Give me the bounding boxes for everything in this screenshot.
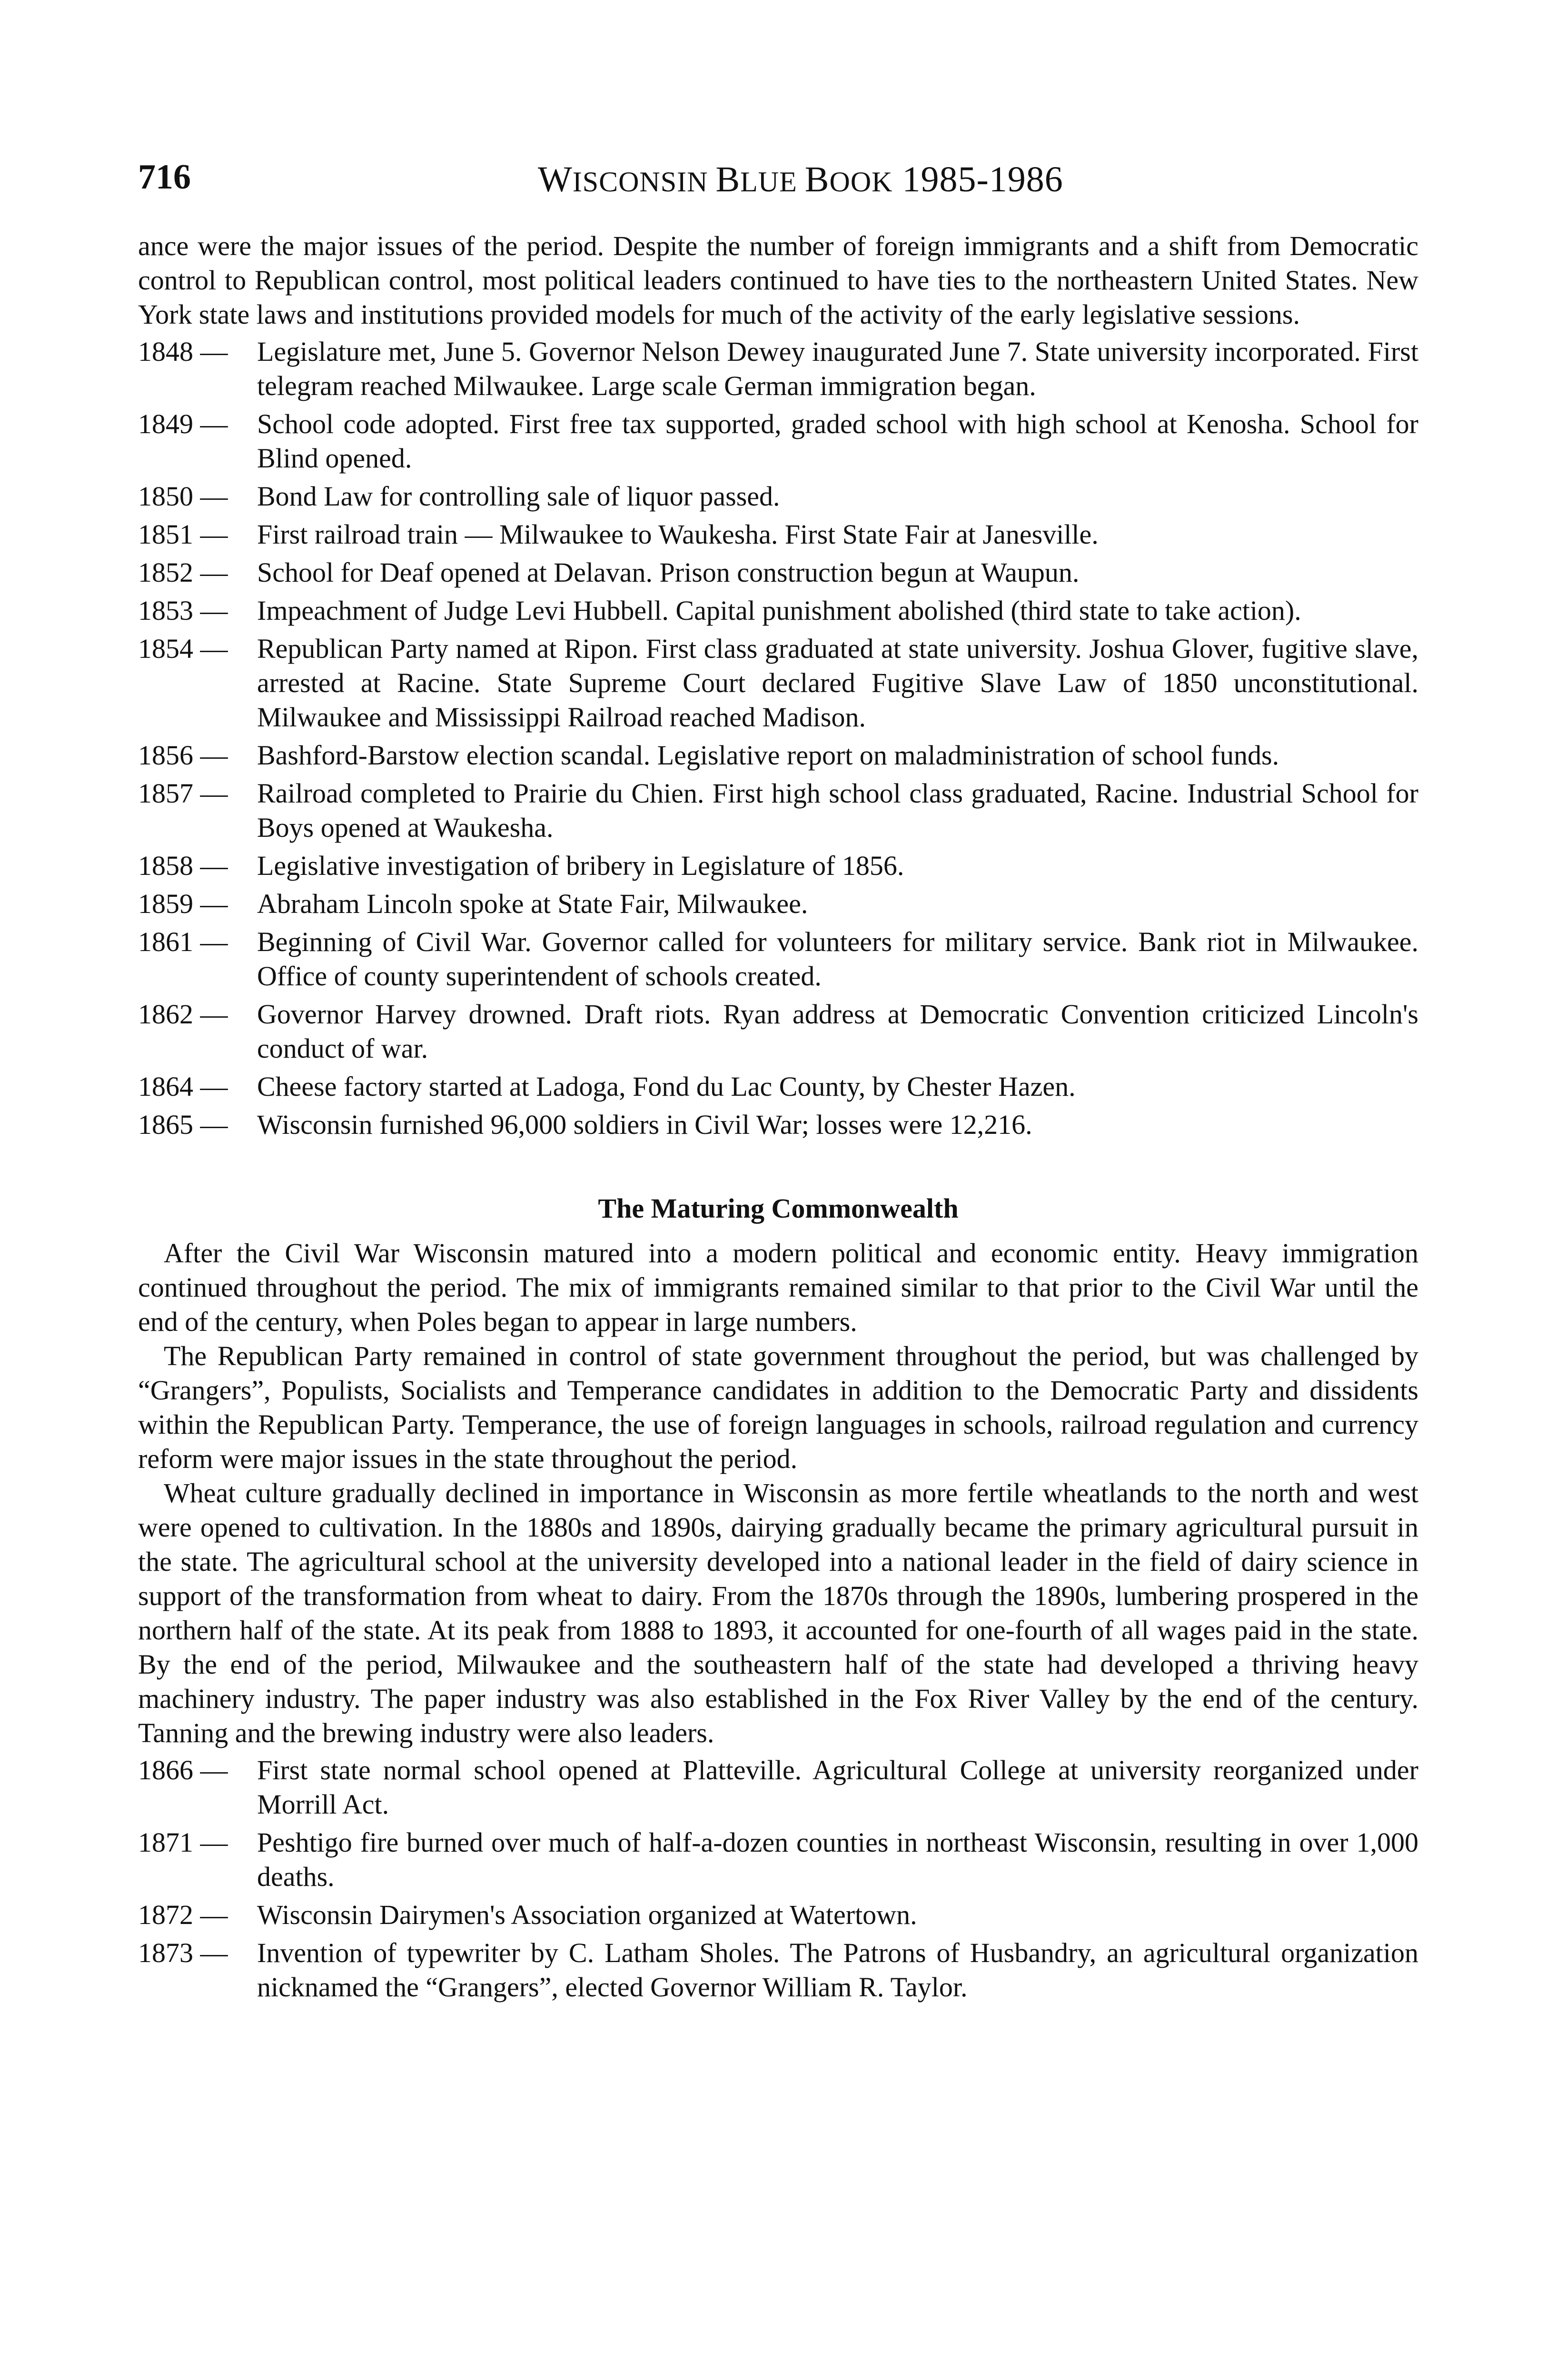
- timeline-year: 1853 —: [138, 595, 228, 626]
- timeline-year: 1851 —: [138, 519, 228, 550]
- timeline-text: Peshtigo fire burned over much of half-a-dozen counties in northeast Wisconsin, resulting in over 1,000 deaths.: [257, 1827, 1418, 1892]
- timeline-year: 1848 —: [138, 336, 228, 367]
- timeline-text: Wisconsin Dairymen's Association organized at Watertown.: [257, 1899, 917, 1930]
- section-paragraph: Wheat culture gradually declined in importance in Wisconsin as more fertile wheatlands to the north and west were opened to cultivation. In the 1880s and 1890s, dairying gradually became the primary agricultural pursuit in the state. The agricultural school at the university developed into a national leader in the field of dairy science in support of the transformation from wheat to dairy. From the 1870s through the 1890s, lumbering prospered in the northern half of the state. At its peak from 1888 to 1893, it accounted for one-fourth of all wages paid in the state. By the end of the period, Milwaukee and the southeastern half of the state had developed a thriving heavy machinery industry. The paper industry was also established in the Fox River Valley by the end of the century. Tanning and the brewing industry were also leaders.: [138, 1478, 1418, 1748]
- timeline-year: 1865 —: [138, 1109, 228, 1140]
- timeline-year: 1850 —: [138, 481, 228, 512]
- timeline-year: 1871 —: [138, 1827, 228, 1858]
- timeline-entry: [138, 738, 1418, 773]
- timeline-entry: [138, 1898, 1418, 1932]
- timeline-entry: [138, 632, 1418, 734]
- timeline-1866-1873: [138, 1753, 1418, 2004]
- timeline-entry: [138, 997, 1418, 1066]
- timeline-entry: [138, 594, 1418, 628]
- timeline-entry: [138, 517, 1418, 552]
- timeline-year: 1854 —: [138, 633, 228, 664]
- book-title-part: OOK: [829, 166, 893, 198]
- timeline-entry: [138, 849, 1418, 883]
- timeline-text: Governor Harvey drowned. Draft riots. Ryan address at Democratic Convention criticized Lincoln's conduct of war.: [257, 999, 1418, 1064]
- timeline-text: School for Deaf opened at Delavan. Prison construction begun at Waupun.: [257, 557, 1080, 588]
- timeline-text: Wisconsin furnished 96,000 soldiers in Civil War; losses were 12,216.: [257, 1109, 1032, 1140]
- timeline-year: 1856 —: [138, 740, 228, 771]
- timeline-year: 1864 —: [138, 1071, 228, 1102]
- body-text: [138, 229, 1418, 2004]
- timeline-year: 1859 —: [138, 888, 228, 919]
- section-heading: The Maturing Commonwealth: [598, 1193, 959, 1224]
- timeline-year: 1857 —: [138, 778, 228, 809]
- timeline-year: 1858 —: [138, 850, 228, 881]
- book-title-part: ISCONSIN: [572, 166, 716, 198]
- timeline-entry: [138, 887, 1418, 921]
- timeline-year: 1862 —: [138, 999, 228, 1030]
- timeline-text: Beginning of Civil War. Governor called for volunteers for military service. Bank riot in Milwaukee. Office of county superintendent of schools created.: [257, 926, 1418, 992]
- intro-paragraph: ance were the major issues of the period. Despite the number of foreign immigrants and a shift from Democratic control to Republican control, most political leaders continued to have ties to the northeastern United States. New York state laws and institutions provided models for much of the activity of the early legislative sessions.: [138, 230, 1418, 330]
- timeline-text: Legislature met, June 5. Governor Nelson Dewey inaugurated June 7. State university incorporated. First telegram reached Milwaukee. Large scale German immigration began.: [257, 336, 1418, 401]
- timeline-year: 1849 —: [138, 408, 228, 439]
- timeline-year: 1861 —: [138, 926, 228, 957]
- document-page: [138, 159, 1418, 2008]
- timeline-text: Legislative investigation of bribery in Legislature of 1856.: [257, 850, 904, 881]
- timeline-entry: [138, 1108, 1418, 1142]
- timeline-entry: [138, 1070, 1418, 1104]
- timeline-text: Invention of typewriter by C. Latham Sholes. The Patrons of Husbandry, an agricultural organization nicknamed the “Grangers”, elected Governor William R. Taylor.: [257, 1937, 1418, 2003]
- timeline-entry: [138, 1936, 1418, 2004]
- timeline-entry: [138, 479, 1418, 514]
- timeline-entry: [138, 407, 1418, 476]
- timeline-text: Bond Law for controlling sale of liquor passed.: [257, 481, 780, 512]
- timeline-entry: [138, 555, 1418, 590]
- timeline-text: School code adopted. First free tax supported, graded school with high school at Kenosha. School for Blind opened.: [257, 408, 1418, 474]
- timeline-text: Bashford-Barstow election scandal. Legislative report on maladministration of school funds.: [257, 740, 1279, 771]
- timeline-text: Impeachment of Judge Levi Hubbell. Capital punishment abolished (third state to take action).: [257, 595, 1301, 626]
- timeline-1848-1865: [138, 335, 1418, 1142]
- timeline-year: 1873 —: [138, 1937, 228, 1968]
- timeline-text: First state normal school opened at Platteville. Agricultural College at university reorganized under Morrill Act.: [257, 1755, 1418, 1820]
- timeline-text: Railroad completed to Prairie du Chien. First high school class graduated, Racine. Industrial School for Boys opened at Waukesha.: [257, 778, 1418, 843]
- timeline-text: Republican Party named at Ripon. First class graduated at state university. Joshua Glover, fugitive slave, arrested at Racine. State Supreme Court declared Fugitive Slave Law of 1850 unconstitutional. Milwaukee and Mississippi Railroad reached Madison.: [257, 633, 1418, 733]
- section-paragraph: The Republican Party remained in control of state government throughout the period, but was challenged by “Grangers”, Populists, Socialists and Temperance candidates in addition to the Democratic Party and dissidents within the Republican Party. Temperance, the use of foreign languages in schools, railroad regulation and currency reform were major issues in the state throughout the period.: [138, 1340, 1418, 1474]
- book-title-part: W: [538, 159, 573, 199]
- book-title: [538, 161, 1063, 198]
- section-paragraph: After the Civil War Wisconsin matured into a modern political and economic entity. Heavy immigration continued throughout the period. The mix of immigrants remained similar to that prior to the Civil War until the end of the century, when Poles began to appear in large numbers.: [138, 1238, 1418, 1337]
- timeline-year: 1852 —: [138, 557, 228, 588]
- timeline-text: Abraham Lincoln spoke at State Fair, Milwaukee.: [257, 888, 808, 919]
- book-title-part: B: [804, 159, 830, 199]
- timeline-year: 1872 —: [138, 1899, 228, 1930]
- book-title-part: LUE: [740, 166, 805, 198]
- book-title-part: 1985-1986: [892, 159, 1063, 199]
- timeline-text: Cheese factory started at Ladoga, Fond du Lac County, by Chester Hazen.: [257, 1071, 1076, 1102]
- timeline-text: First railroad train — Milwaukee to Waukesha. First State Fair at Janesville.: [257, 519, 1099, 550]
- page-number: 716: [138, 158, 191, 197]
- timeline-entry: [138, 1753, 1418, 1822]
- running-header: [138, 159, 1418, 212]
- timeline-entry: [138, 776, 1418, 845]
- book-title-part: B: [715, 159, 741, 199]
- timeline-entry: [138, 925, 1418, 993]
- timeline-year: 1866 —: [138, 1755, 228, 1785]
- timeline-entry: [138, 335, 1418, 403]
- timeline-entry: [138, 1825, 1418, 1894]
